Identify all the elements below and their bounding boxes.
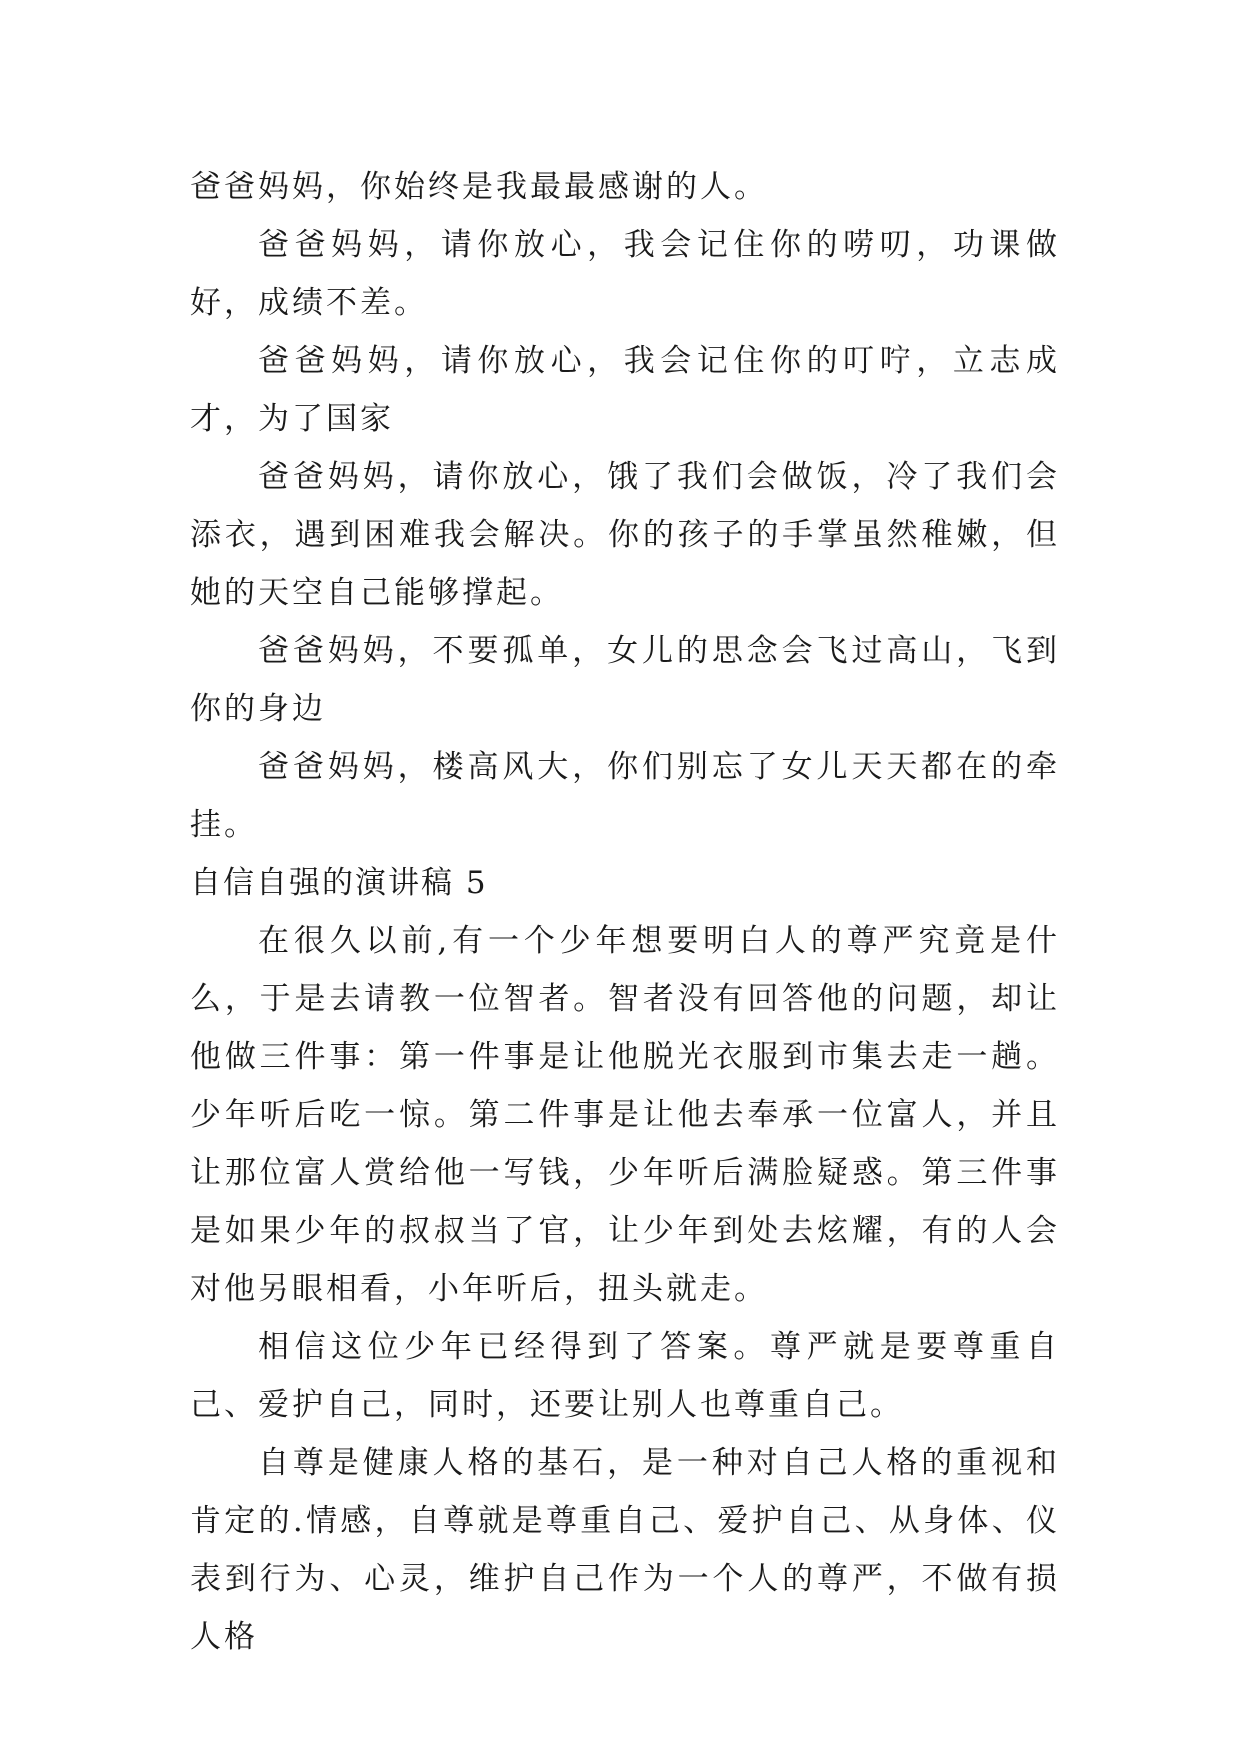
paragraph-2: 爸爸妈妈，请你放心，我会记住你的唠叨，功课做好，成绩不差。 xyxy=(190,227,1060,321)
section-paragraph-3: 自尊是健康人格的基石，是一种对自己人格的重视和肯定的.情感，自尊就是尊重自己、爱护自己、从身体、仪表到行为、心灵，维护自己作为一个人的尊严，不做有损人格 xyxy=(190,1445,1060,1655)
section-paragraph-2: 相信这位少年已经得到了答案。尊严就是要尊重自己、爱护自己，同时，还要让别人也尊重自己。 xyxy=(190,1329,1060,1423)
document-page xyxy=(190,158,1060,1666)
paragraph-4: 爸爸妈妈，请你放心，饿了我们会做饭，冷了我们会添衣，遇到困难我会解决。你的孩子的手掌虽然稚嫩，但她的天空自己能够撑起。 xyxy=(190,459,1060,611)
paragraph-1: 爸爸妈妈，你始终是我最最感谢的人。 xyxy=(190,169,768,205)
section-heading: 自信自强的演讲稿 5 xyxy=(190,865,488,901)
section-paragraph-1: 在很久以前,有一个少年想要明白人的尊严究竟是什么，于是去请教一位智者。智者没有回答他的问题，却让他做三件事：第一件事是让他脱光衣服到市集去走一趟。少年听后吃一惊。第二件事是让他去奉承一位富人，并且让那位富人赏给他一写钱，少年听后满脸疑惑。第三件事是如果少年的叔叔当了官，让少年到处去炫耀，有的人会对他另眼相看，小年听后，扭头就走。 xyxy=(190,923,1060,1307)
paragraph-5: 爸爸妈妈，不要孤单，女儿的思念会飞过高山，飞到你的身边 xyxy=(190,633,1060,727)
paragraph-3: 爸爸妈妈，请你放心，我会记住你的叮咛，立志成才，为了国家 xyxy=(190,343,1060,437)
paragraph-6: 爸爸妈妈，楼高风大，你们别忘了女儿天天都在的牵挂。 xyxy=(190,749,1060,843)
